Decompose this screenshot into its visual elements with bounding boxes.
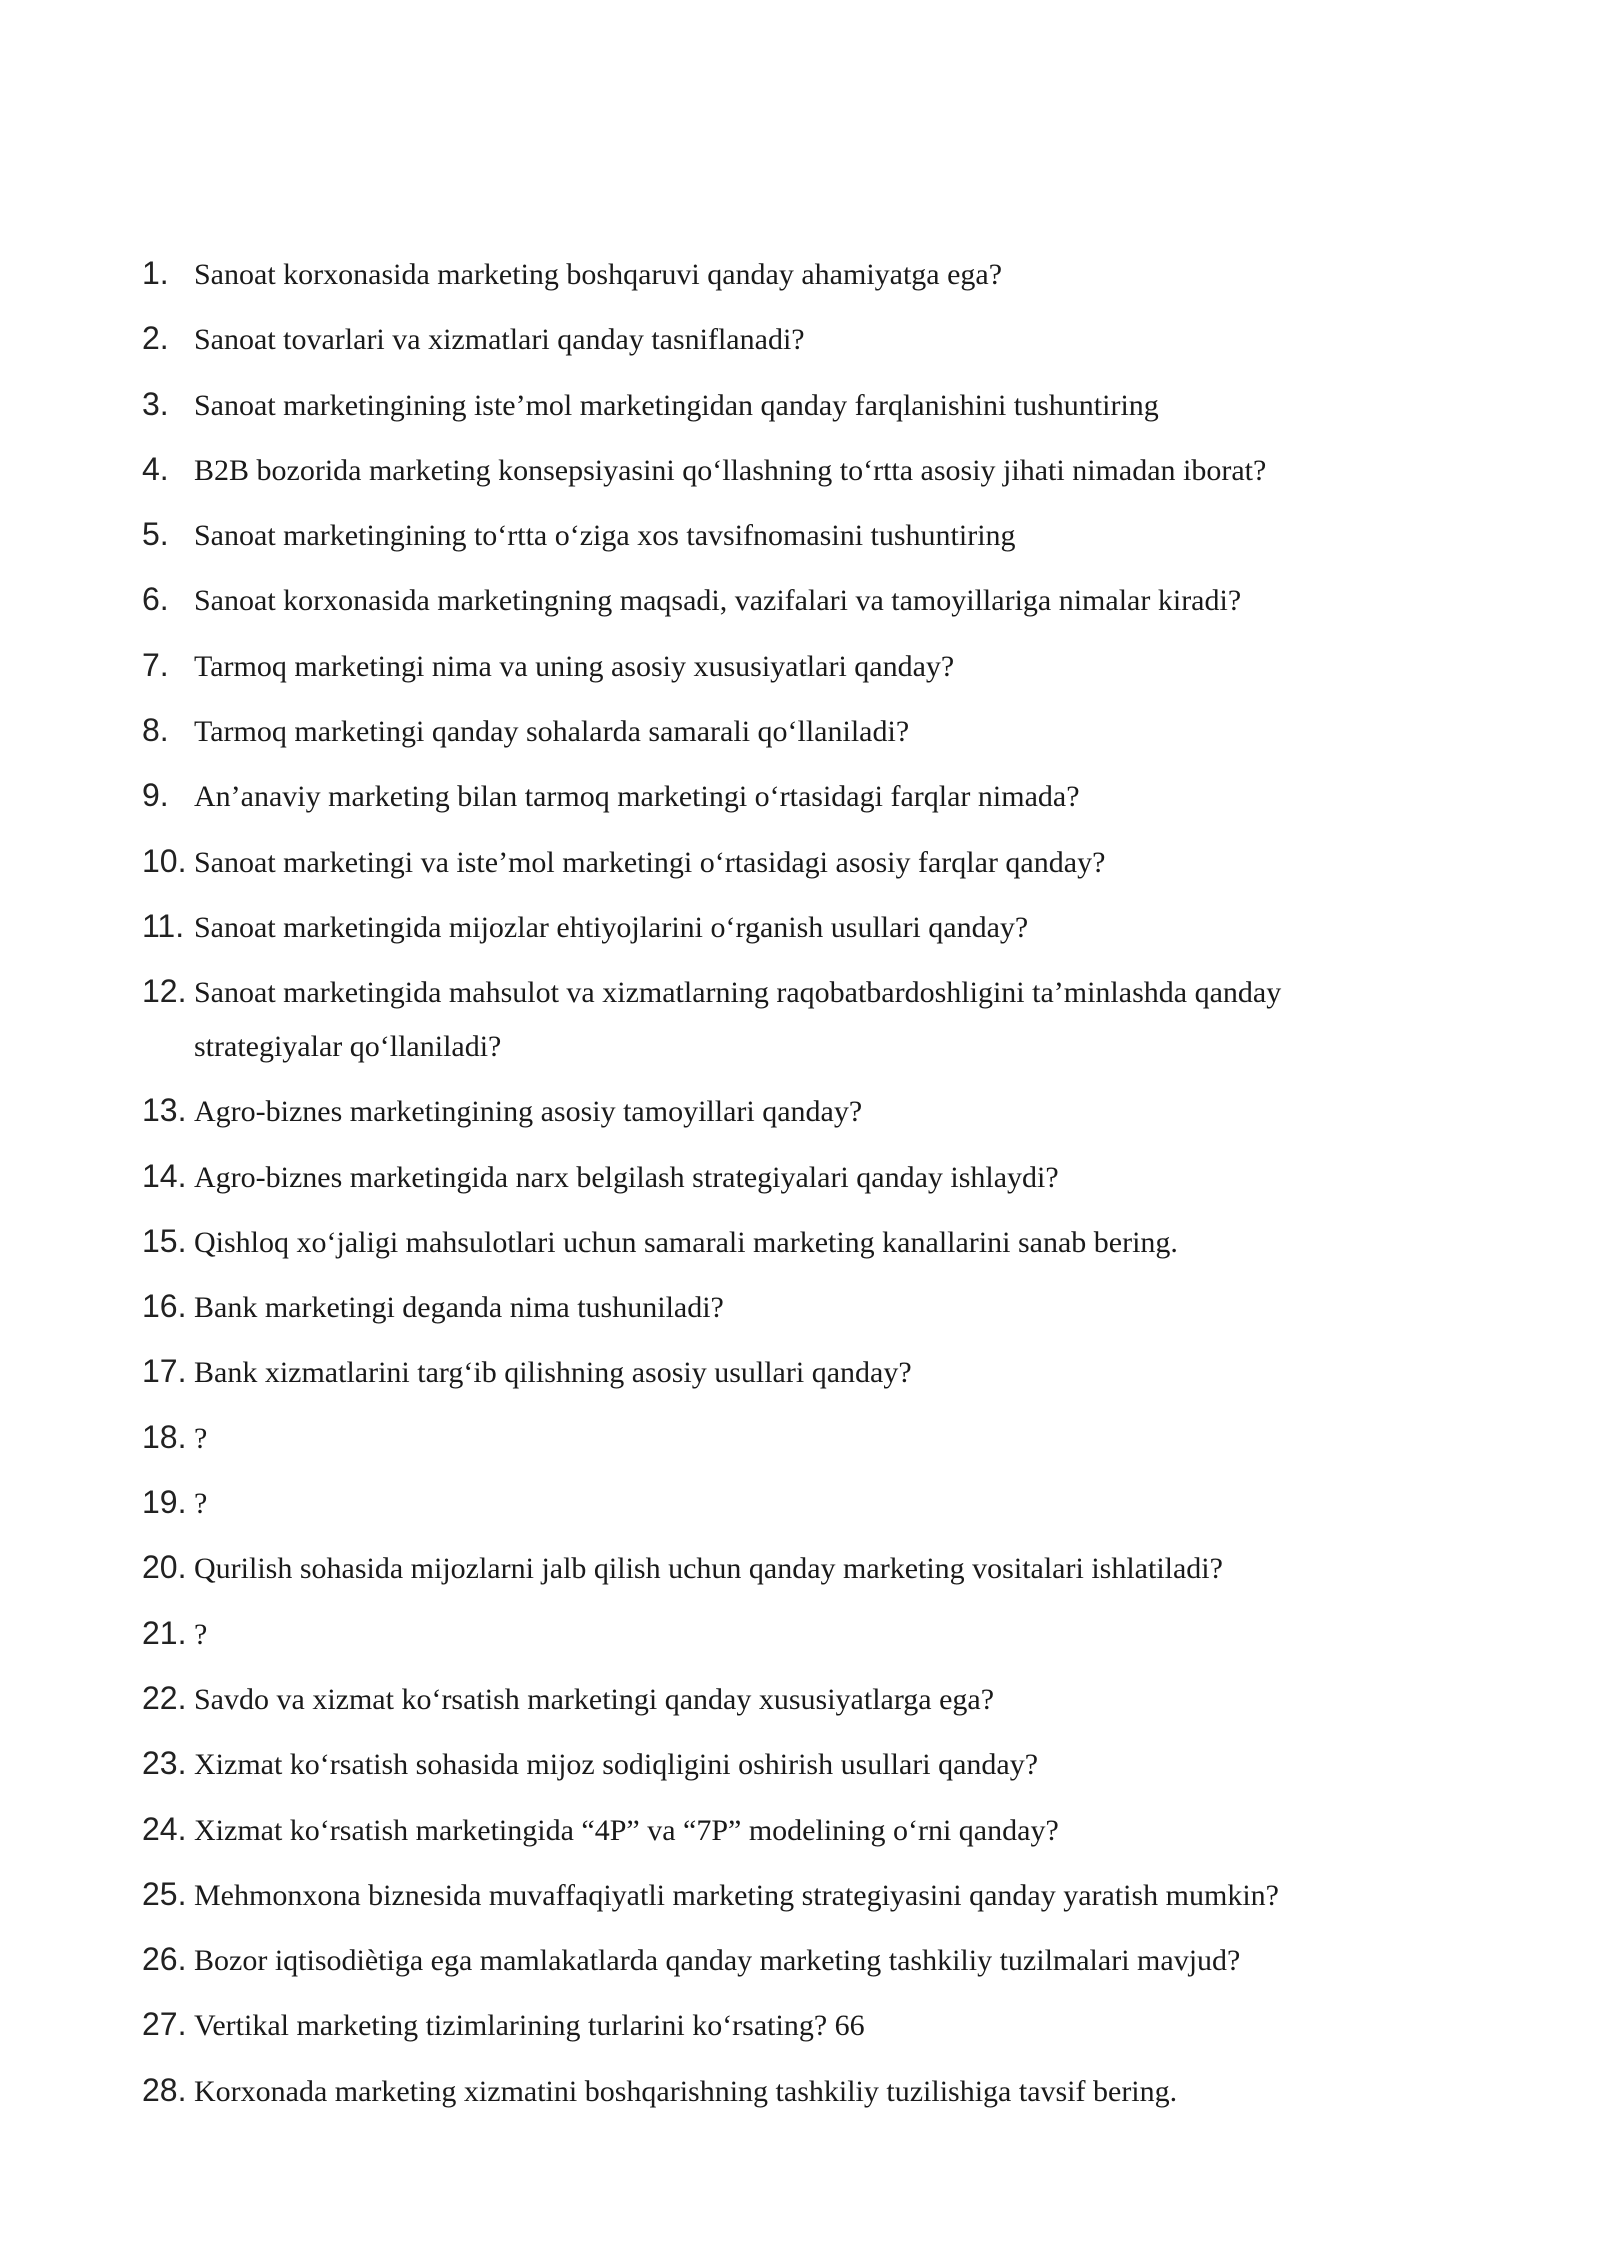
question-item — [142, 1802, 1402, 1867]
question-list — [142, 246, 1402, 2128]
question-text: Sanoat marketingida mijozlar ehtiyojlarini o‘rganish usullari qanday? — [194, 910, 1029, 944]
question-item — [142, 442, 1402, 507]
question-item — [142, 1867, 1402, 1932]
question-item — [142, 899, 1402, 964]
question-item — [142, 768, 1402, 833]
question-number: 13. — [142, 1092, 187, 1129]
question-number: 14. — [142, 1157, 187, 1194]
question-text: Qishloq xo‘jaligi mahsulotlari uchun samarali marketing kanallarini sanab bering. — [194, 1225, 1178, 1259]
question-number: 10. — [142, 842, 187, 879]
question-text: ? — [194, 1487, 208, 1521]
question-text: Sanoat marketingida mahsulot va xizmatlarning raqobatbardoshligini ta’minlashda qanday strategiyalar qo‘llaniladi? — [194, 976, 1282, 1064]
question-item — [142, 2063, 1402, 2128]
question-number: 21. — [142, 1614, 187, 1651]
question-text: ? — [194, 1421, 208, 1455]
question-text: Vertikal marketing tizimlarining turlarini ko‘rsating? 66 — [194, 2009, 865, 2043]
question-number: 17. — [142, 1353, 187, 1390]
question-number: 8. — [142, 712, 169, 749]
question-item — [142, 1344, 1402, 1409]
question-number: 27. — [142, 2006, 187, 2043]
question-number: 20. — [142, 1549, 187, 1586]
question-number: 19. — [142, 1484, 187, 1521]
question-item — [142, 377, 1402, 442]
question-item — [142, 1214, 1402, 1279]
question-text: Sanoat korxonasida marketing boshqaruvi qanday ahamiyatga ega? — [194, 258, 1003, 291]
question-text: Sanoat korxonasida marketingning maqsadi, vazifalari va tamoyillariga nimalar kiradi? — [194, 584, 1242, 618]
question-number: 24. — [142, 1810, 187, 1847]
question-text: Qurilish sohasida mijozlarni jalb qilish uchun qanday marketing vositalari ishlatiladi? — [194, 1552, 1223, 1586]
question-text: Sanoat marketingining iste’mol marketingidan qanday farqlanishini tushuntiring — [194, 388, 1159, 422]
question-item — [142, 572, 1402, 637]
question-text: Mehmonxona biznesida muvaffaqiyatli marketing strategiyasini qanday yaratish mumkin? — [194, 1878, 1279, 1912]
question-number: 9. — [142, 777, 169, 814]
question-item — [142, 1083, 1402, 1148]
question-text: An’anaviy marketing bilan tarmoq marketingi o‘rtasidagi farqlar nimada? — [194, 780, 1080, 814]
question-item — [142, 1932, 1402, 1997]
question-item — [142, 507, 1402, 572]
question-item — [142, 1997, 1402, 2062]
question-number: 28. — [142, 2071, 187, 2108]
question-item — [142, 1540, 1402, 1605]
question-text: Korxonada marketing xizmatini boshqarishning tashkiliy tuzilishiga tavsif bering. — [194, 2074, 1178, 2108]
question-text: ? — [194, 1617, 208, 1651]
question-text: Tarmoq marketingi qanday sohalarda samarali qo‘llaniladi? — [194, 715, 910, 749]
question-number: 23. — [142, 1745, 187, 1782]
question-text: Sanoat marketingining to‘rtta o‘ziga xos tavsifnomasini tushuntiring — [194, 519, 1016, 553]
question-number: 3. — [142, 385, 169, 422]
question-item — [142, 703, 1402, 768]
question-item — [142, 246, 1402, 311]
question-text: Tarmoq marketingi nima va uning asosiy xususiyatlari qanday? — [194, 649, 955, 683]
question-item — [142, 1736, 1402, 1801]
question-item — [142, 1149, 1402, 1214]
question-number: 26. — [142, 1941, 187, 1978]
question-text: Bank marketingi deganda nima tushuniladi? — [194, 1291, 724, 1325]
question-item — [142, 964, 1402, 1083]
question-text: Sanoat marketingi va iste’mol marketingi o‘rtasidagi asosiy farqlar qanday? — [194, 845, 1106, 879]
question-text: Xizmat ko‘rsatish sohasida mijoz sodiqligini oshirish usullari qanday? — [194, 1748, 1039, 1782]
question-text: Sanoat tovarlari va xizmatlari qanday tasniflanadi? — [194, 323, 805, 357]
question-number: 6. — [142, 581, 169, 618]
question-text: Savdo va xizmat ko‘rsatish marketingi qanday xususiyatlarga ega? — [194, 1682, 995, 1716]
question-item — [142, 1606, 1402, 1671]
question-number: 15. — [142, 1222, 187, 1259]
question-number: 1. — [142, 255, 169, 291]
question-item — [142, 834, 1402, 899]
question-number: 22. — [142, 1679, 187, 1716]
question-number: 7. — [142, 646, 169, 683]
question-item — [142, 1410, 1402, 1475]
question-text: Bank xizmatlarini targ‘ib qilishning asosiy usullari qanday? — [194, 1356, 912, 1390]
question-text: Agro-biznes marketingida narx belgilash strategiyalari qanday ishlaydi? — [194, 1160, 1059, 1194]
question-text: Bozor iqtisodiètiga ega mamlakatlarda qanday marketing tashkiliy tuzilmalari mavjud? — [194, 1944, 1241, 1978]
question-item — [142, 1475, 1402, 1540]
question-number: 16. — [142, 1288, 187, 1325]
question-text: B2B bozorida marketing konsepsiyasini qo‘llashning to‘rtta asosiy jihati nimadan iborat? — [194, 453, 1267, 487]
question-number: 4. — [142, 450, 169, 487]
question-item — [142, 1671, 1402, 1736]
question-number: 12. — [142, 973, 187, 1010]
question-number: 5. — [142, 516, 169, 553]
question-number: 11. — [142, 907, 185, 944]
question-text: Agro-biznes marketingining asosiy tamoyillari qanday? — [194, 1095, 863, 1129]
question-item — [142, 311, 1402, 376]
question-item — [142, 1279, 1402, 1344]
question-text: Xizmat ko‘rsatish marketingida “4P” va “7P” modelining o‘rni qanday? — [194, 1813, 1059, 1847]
question-item — [142, 638, 1402, 703]
question-number: 18. — [142, 1418, 187, 1455]
question-number: 2. — [142, 320, 169, 357]
question-number: 25. — [142, 1875, 187, 1912]
